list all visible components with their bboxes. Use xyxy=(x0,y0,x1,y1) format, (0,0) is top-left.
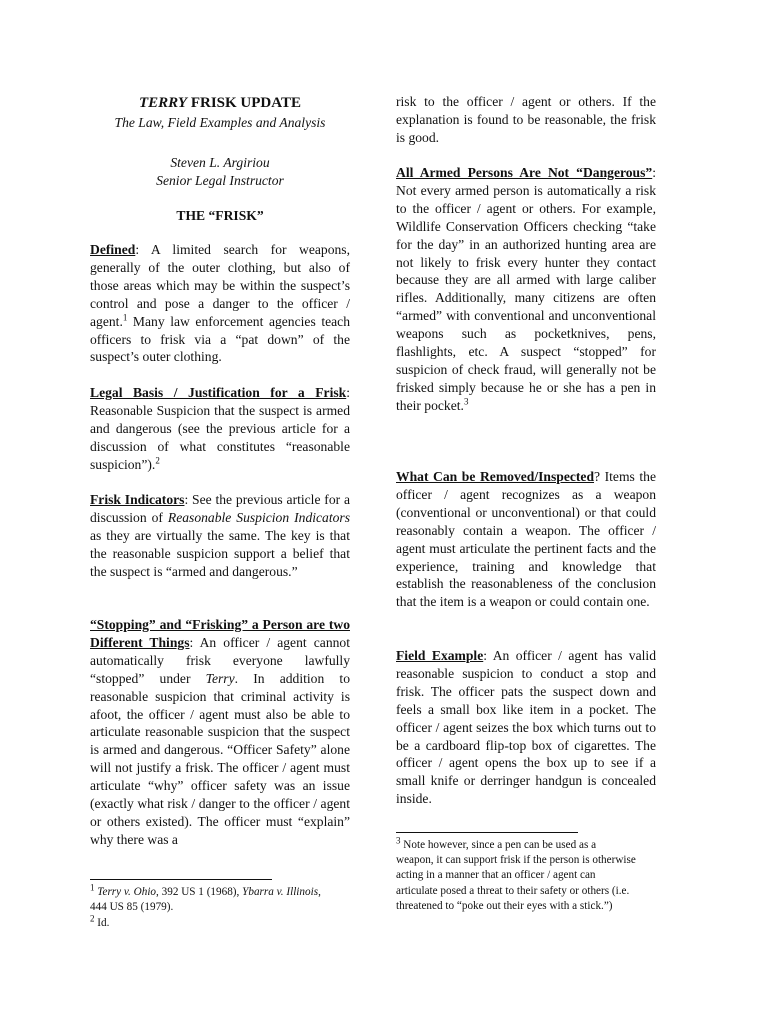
paragraph-removed-inspected xyxy=(396,468,656,611)
footnote-text: Id. xyxy=(94,917,110,929)
section-heading: THE “FRISK” xyxy=(176,208,264,223)
footnote-2 xyxy=(90,913,330,931)
heading-removed-inspected: What Can be Removed/Inspected xyxy=(396,469,595,484)
footnote-3 xyxy=(396,835,636,914)
heading-legal-basis: Legal Basis / Justification for a Frisk xyxy=(90,385,347,400)
author-name: Steven L. Argiriou xyxy=(170,155,270,170)
italic-text: Reasonable Suspicion Indicators xyxy=(167,509,351,525)
footnote-text: Note however, since a pen can be used as a weapon, it can support frisk if the person is otherwise acting in a manner that an officer / agent can articulate posed a threat to their safety or others (i.e. threatened to “poke out their eyes with a stick.”) xyxy=(396,839,636,912)
text: : Not every armed person is automatically a risk to the officer / agent or others. For example, Wildlife Conservation Officers checking “take for the day” in an authorized hunting area are not likely to frisk every hunter they contact because they are all armed with large caliber rifles. Additionally, many citizens are often “armed” with conventional and unconventional weapons such as pocketknives, pens, flashlights, etc. A suspect “stopped” for suspicion of check fraud, will generally not be frisked simply because he or she has a pen in their pocket. xyxy=(396,165,656,413)
footnote-number: 1 xyxy=(90,882,95,893)
heading-stopping-frisking: “Stopping” and “Frisking” a Person are two Different Things xyxy=(90,617,350,650)
case-name: Ybarra v. Illinois xyxy=(242,886,319,898)
text: : See the previous article for a discussion of xyxy=(90,492,351,525)
text: : Reasonable Suspicion that the suspect is armed and dangerous (see the previous article for a discussion of what constitutes “reasonable suspicion”). xyxy=(90,385,350,472)
heading-defined: Defined xyxy=(90,242,136,257)
page-subtitle: The Law, Field Examples and Analysis xyxy=(114,115,326,130)
heading-field-example: Field Example xyxy=(396,648,484,663)
heading-frisk-indicators: Frisk Indicators xyxy=(90,492,185,507)
paragraph-continuation: risk to the officer / agent or others. If the explanation is found to be reasonable, the frisk is good. xyxy=(396,94,656,145)
citation: , 392 US 1 (1968), xyxy=(156,886,243,898)
italic-text: Terry xyxy=(205,670,235,686)
footnote-number: 2 xyxy=(90,913,95,924)
paragraph-legal-basis xyxy=(90,384,350,474)
citation: , 444 US 85 (1979). xyxy=(90,886,321,914)
footnote-divider xyxy=(396,832,578,833)
paragraph-stopping-frisking xyxy=(90,616,350,849)
text: Many law enforcement agencies teach officers to frisk via a “pat down” of the suspect’s outer clothing. xyxy=(90,313,350,365)
text: as they are virtually the same. The key is that the reasonable suspicion support a belief that the suspect is “armed and dangerous.” xyxy=(90,527,350,579)
text: ? Items the officer / agent recognizes as a weapon (conventional or unconventional) or that could reasonably contain a weapon. The officer / agent must articulate the pertinent facts and the experience, training and knowledge that establish the reasonableness of the conclusion that the item is a weapon or could contain one. xyxy=(396,469,657,610)
case-name: Terry v. Ohio xyxy=(97,886,157,898)
footnote-number: 3 xyxy=(396,835,401,846)
paragraph-frisk-indicators xyxy=(90,491,350,581)
footnote-ref: 2 xyxy=(155,455,160,466)
title-case-name: TERRY xyxy=(139,95,188,111)
text: : A limited search for weapons, generally of the outer clothing, but also of those areas which may be within the suspect’s control and pose a danger to the officer / agent. xyxy=(90,242,350,329)
author-block xyxy=(90,154,350,190)
footnote-ref: 3 xyxy=(463,396,469,407)
author-title: Senior Legal Instructor xyxy=(156,173,284,188)
heading-armed-persons: All Armed Persons Are Not “Dangerous” xyxy=(396,165,653,180)
footnote-1 xyxy=(90,882,330,915)
paragraph-defined xyxy=(90,241,350,366)
title-text: FRISK UPDATE xyxy=(187,95,301,111)
text: : An officer / agent has valid reasonable suspicion to conduct a stop and frisk. The officer pats the suspect down and feels a small box like item in a pocket. The officer / agent seizes the box which turns out to be a cardboard flip-top box of cigarettes. The officer / agent opens the box up to see if a small knife or derringer handgun is concealed inside. xyxy=(396,648,656,807)
footnote-divider xyxy=(90,879,272,880)
paragraph-field-example xyxy=(396,647,656,808)
paragraph-armed-persons xyxy=(396,164,656,415)
text: : An officer / agent cannot automatically frisk everyone lawfully “stopped” under xyxy=(90,634,350,686)
footnote-ref: 1 xyxy=(122,312,128,323)
text: . In addition to reasonable suspicion that criminal activity is afoot, the officer / agent must also be able to articulate reasonable suspicion that the suspect is armed and dangerous. “Officer Safety” alone will not justify a frisk. The officer / agent must articulate “why” officer safety was an issue (exactly what risk / danger to the officer / agent or others existed). The officer must “explain” why there was a xyxy=(90,670,350,847)
page-title xyxy=(90,94,350,112)
